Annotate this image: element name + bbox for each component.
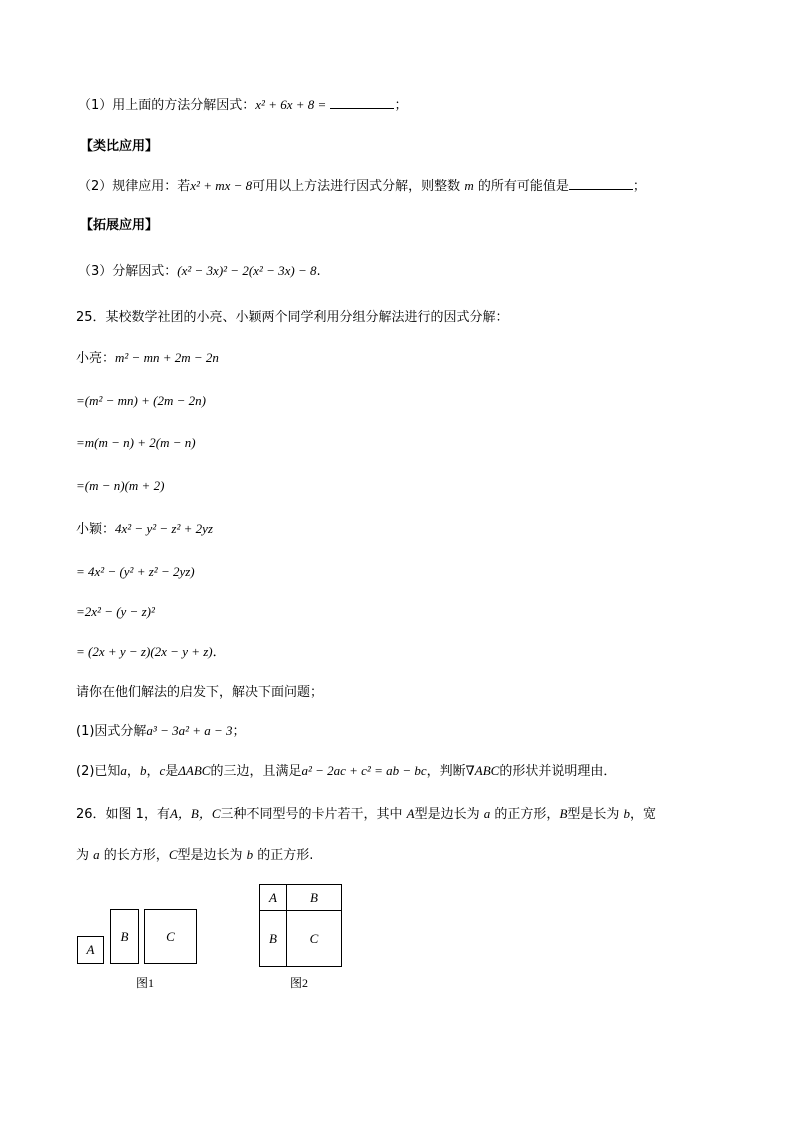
- liang-line-3: =m(m − n) + 2(m − n): [76, 435, 196, 450]
- question-part2: （2）规律应用：若x² + mx − 8可用以上方法进行因式分解，则整数 m 的所有可能值是 ；: [78, 178, 646, 194]
- question-part1: （1）用上面的方法分解因式：x² + 6x + 8 = ；: [78, 97, 408, 113]
- ying-line-1: 小颖：4x² − y² − z² + 2yz: [76, 521, 213, 537]
- math-expression: (x² − 3x)² − 2(x² − 3x) − 8: [177, 263, 317, 278]
- math-expression: a² − 2ac + c² = ab − bc: [301, 763, 427, 778]
- question-26-line-2: 为 a 的长方形，C型是边长为 b 的正方形.: [76, 847, 314, 863]
- card-a: A: [259, 884, 287, 911]
- answer-blank[interactable]: [330, 96, 394, 109]
- question-26-line-1: 26．如图 1，有A，B，C三种不同型号的卡片若干，其中 A型是边长为 a 的正方形，B型是长为 b，宽: [76, 806, 657, 822]
- liang-line-1: 小亮：m² − mn + 2m − 2n: [76, 350, 219, 366]
- liang-line-4: =(m − n)(m + 2): [76, 478, 165, 493]
- section-heading-analogy: 【类比应用】: [80, 139, 159, 154]
- card-a: A: [77, 936, 104, 964]
- math-expression: x² + 6x + 8 =: [255, 97, 327, 112]
- math-expression: a³ − 3a² + a − 3: [146, 723, 233, 738]
- math-expression: x² + mx − 8: [190, 178, 253, 193]
- card-b: B: [259, 910, 287, 967]
- card-b: B: [286, 884, 342, 911]
- ying-line-3: =2x² − (y − z)²: [76, 604, 155, 619]
- answer-blank[interactable]: [569, 177, 633, 190]
- question-25-sub2: (2)已知a，b，c是ΔABC的三边，且满足a² − 2ac + c² = ab − bc，判断∇ABC的形状并说明理由．: [76, 763, 617, 779]
- card-b: B: [110, 909, 139, 964]
- question-25-intro: 25．某校数学社团的小亮、小颖两个同学利用分组分解法进行的因式分解：: [76, 310, 509, 325]
- ying-line-4: = (2x + y − z)(2x − y + z)．: [76, 644, 226, 660]
- section-heading-extend: 【拓展应用】: [80, 218, 159, 233]
- question-25-sub1: (1)因式分解a³ − 3a² + a − 3；: [76, 723, 246, 739]
- liang-line-2: =(m² − mn) + (2m − 2n): [76, 393, 206, 408]
- question-25-prompt: 请你在他们解法的启发下，解决下面问题；: [76, 685, 324, 700]
- figure-1-caption: 图1: [136, 976, 155, 990]
- card-c: C: [286, 910, 342, 967]
- question-part3: （3）分解因式：(x² − 3x)² − 2(x² − 3x) − 8.: [78, 263, 321, 279]
- figure-2-caption: 图2: [290, 976, 309, 990]
- ying-line-2: = 4x² − (y² + z² − 2yz): [76, 564, 195, 579]
- card-c: C: [144, 909, 197, 964]
